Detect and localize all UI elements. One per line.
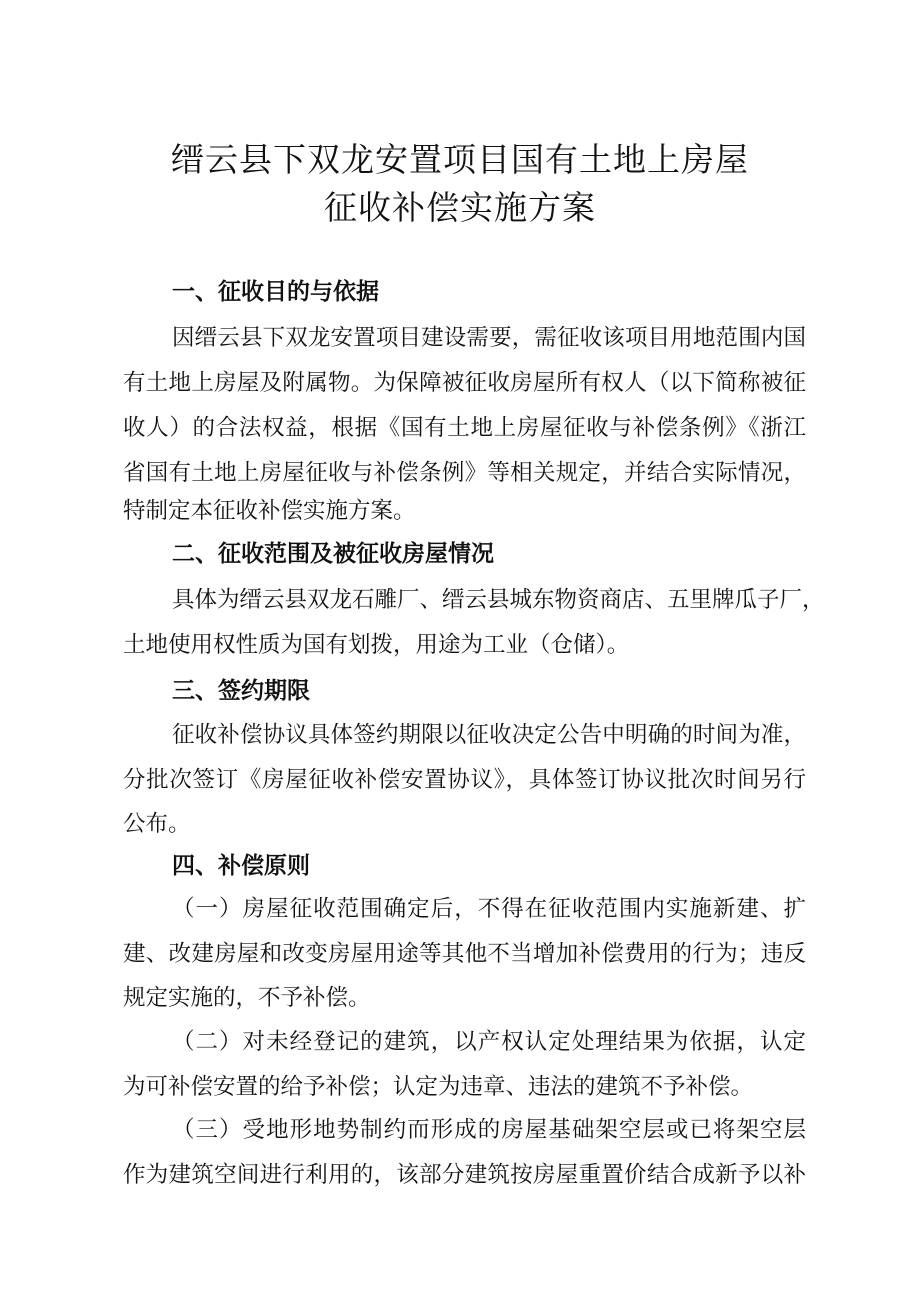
section-heading-1: 一、征收目的与依据 (172, 279, 379, 305)
section-2-line: 具体为缙云县双龙石雕厂、缙云县城东物资商店、五里牌瓜子厂， (172, 587, 825, 613)
document-title-line-2: 征收补偿实施方案 (324, 188, 596, 227)
section-3-line: 公布。 (123, 811, 191, 837)
section-1-line: 有土地上房屋及附属物。为保障被征收房屋所有权人（以下简称被征 (123, 370, 806, 396)
section-1-line: 因缙云县下双龙安置项目建设需要，需征收该项目用地范围内国 (172, 325, 806, 351)
section-heading-4: 四、补偿原则 (172, 853, 310, 879)
section-4-paragraph-1-line: （一）房屋征收范围确定后，不得在征收范围内实施新建、扩 (172, 896, 806, 922)
section-4-paragraph-1-line: 规定实施的，不予补偿。 (123, 985, 371, 1011)
section-1-line: 收人）的合法权益，根据《国有土地上房屋征收与补偿条例》《浙江 (123, 415, 806, 441)
document-title-line-1: 缙云县下双龙安置项目国有土地上房屋 (171, 140, 749, 179)
section-2-line: 土地使用权性质为国有划拨，用途为工业（仓储）。 (123, 632, 630, 658)
section-4-paragraph-2-line: 为可补偿安置的给予补偿；认定为违章、违法的建筑不予补偿。 (123, 1074, 754, 1100)
section-4-paragraph-2-line: （二）对未经登记的建筑，以产权认定处理结果为依据，认定 (172, 1029, 806, 1055)
section-3-line: 分批次签订《房屋征收补偿安置协议》，具体签订协议批次时间另行 (123, 767, 806, 793)
section-3-line: 征收补偿协议具体签约期限以征收决定公告中明确的时间为准， (172, 722, 806, 748)
section-heading-2: 二、征收范围及被征收房屋情况 (172, 541, 494, 567)
section-1-line: 省国有土地上房屋征收与补偿条例》等相关规定，并结合实际情况， (123, 460, 806, 486)
section-4-paragraph-3-line: 作为建筑空间进行利用的，该部分建筑按房屋重置价结合成新予以补 (123, 1162, 806, 1188)
section-4-paragraph-1-line: 建、改建房屋和改变房屋用途等其他不当增加补偿费用的行为；违反 (123, 941, 806, 967)
section-heading-3: 三、签约期限 (172, 678, 310, 704)
section-4-paragraph-3-line: （三）受地形地势制约而形成的房屋基础架空层或已将架空层 (172, 1117, 806, 1143)
section-1-line: 特制定本征收补偿实施方案。 (123, 498, 416, 524)
